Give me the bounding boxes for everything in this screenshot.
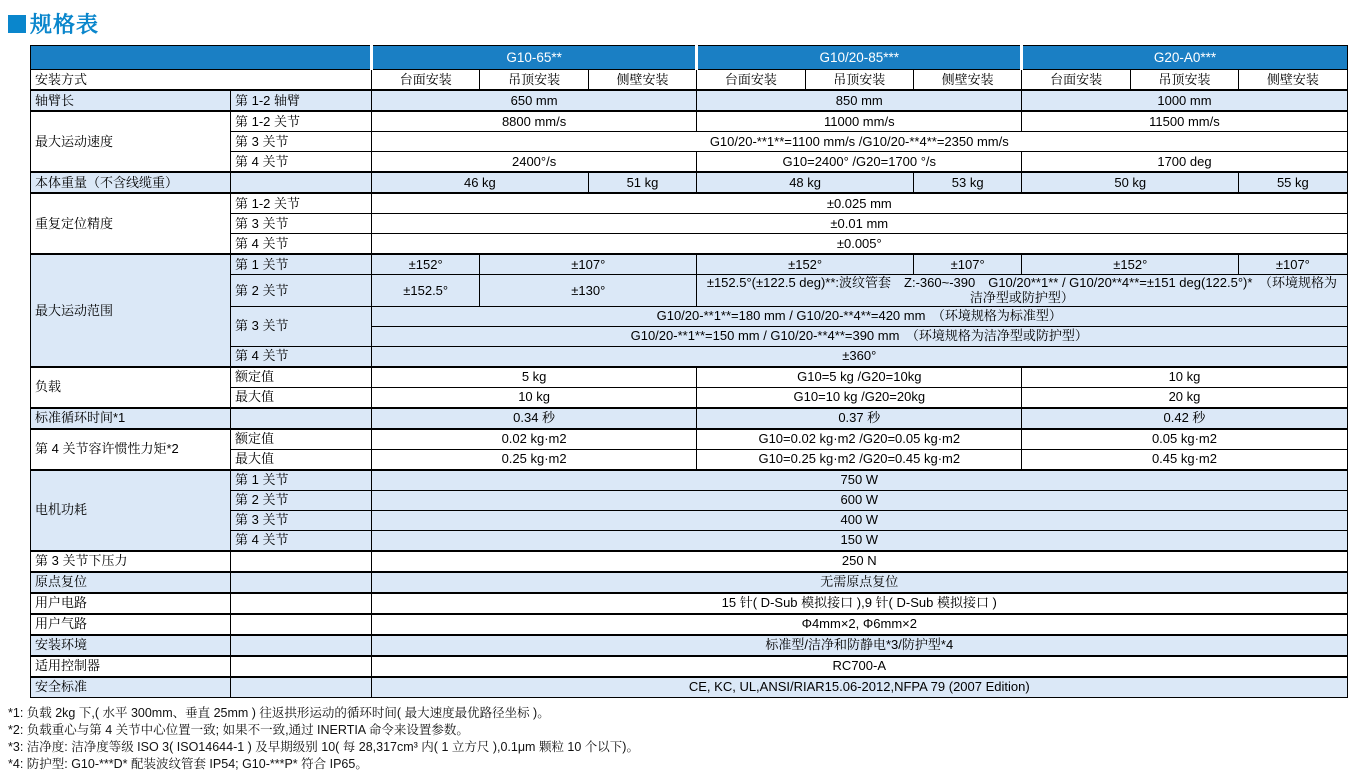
row-label: 轴臂长 — [31, 90, 231, 111]
spec-value: 11000 mm/s — [697, 111, 1022, 132]
spec-value: 55 kg — [1239, 172, 1347, 193]
row-label: 标准循环时间*1 — [31, 408, 231, 429]
spec-value: ±107° — [480, 254, 697, 275]
sub-label — [231, 593, 372, 614]
spec-value: 8800 mm/s — [372, 111, 697, 132]
spec-value: 无需原点复位 — [372, 572, 1348, 593]
row-label: 安装环境 — [31, 635, 231, 656]
sub-label — [231, 635, 372, 656]
model-header: G10-65** — [372, 46, 697, 70]
sub-label: 第 2 关节 — [231, 490, 372, 510]
sub-label: 第 3 关节 — [231, 132, 372, 152]
table-row — [31, 656, 1348, 677]
spec-value: 20 kg — [1022, 387, 1347, 408]
table-row — [31, 111, 1348, 132]
spec-value: 0.45 kg·m2 — [1022, 449, 1347, 470]
spec-table-body — [31, 46, 1348, 698]
table-row — [31, 470, 1348, 491]
spec-value: 51 kg — [588, 172, 696, 193]
sub-label: 额定值 — [231, 367, 372, 388]
table-row — [31, 593, 1348, 614]
spec-value: ±0.025 mm — [372, 193, 1348, 214]
spec-value: ±152° — [697, 254, 914, 275]
spec-value: 150 W — [372, 530, 1348, 551]
spec-value: 10 kg — [1022, 367, 1347, 388]
spec-table — [30, 45, 1348, 698]
sub-label: 第 1-2 轴臂 — [231, 90, 372, 111]
table-row — [31, 46, 1348, 70]
spec-value: 台面安装 — [372, 70, 480, 91]
table-row — [31, 193, 1348, 214]
spec-value: 0.02 kg·m2 — [372, 429, 697, 450]
spec-value: 侧壁安装 — [1239, 70, 1347, 91]
sub-label: 第 1 关节 — [231, 254, 372, 275]
sub-label: 第 4 关节 — [231, 234, 372, 255]
spec-value: 0.37 秒 — [697, 408, 1022, 429]
sub-label — [231, 551, 372, 572]
spec-value: 侧壁安装 — [588, 70, 696, 91]
table-row — [31, 635, 1348, 656]
row-label: 适用控制器 — [31, 656, 231, 677]
footnote-1: *1: 负载 2kg 下,( 水平 300mm、垂直 25mm ) 往返拱形运动的循环时间( 最大速度最优路径坐标 )。 — [8, 705, 550, 720]
footnote-3: *3: 洁净度: 洁净度等级 ISO 3( ISO14644-1 ) 及早期级别 10( 每 28,317cm³ 内( 1 立方尺 ),0.1μm 颗粒 10 个以下)。 — [8, 739, 639, 754]
spec-value: 台面安装 — [1022, 70, 1130, 91]
header-corner — [31, 46, 372, 70]
spec-value: 吊顶安装 — [1130, 70, 1238, 91]
sub-label: 第 1-2 关节 — [231, 111, 372, 132]
row-label: 用户电路 — [31, 593, 231, 614]
spec-value: ±0.005° — [372, 234, 1348, 255]
spec-value: 600 W — [372, 490, 1348, 510]
spec-value: G10=5 kg /G20=10kg — [697, 367, 1022, 388]
sub-label — [231, 408, 372, 429]
spec-value: 0.34 秒 — [372, 408, 697, 429]
sub-label — [231, 614, 372, 635]
spec-value: 48 kg — [697, 172, 914, 193]
table-row — [31, 429, 1348, 450]
page-title — [8, 8, 1352, 39]
table-row — [31, 90, 1348, 111]
spec-value: 5 kg — [372, 367, 697, 388]
spec-value: 750 W — [372, 470, 1348, 491]
sub-label: 第 3 关节 — [231, 510, 372, 530]
row-label: 负载 — [31, 367, 231, 408]
row-label: 最大运动速度 — [31, 111, 231, 172]
table-row — [31, 254, 1348, 275]
row-label: 第 4 关节容许惯性力矩*2 — [31, 429, 231, 470]
spec-value: ±152° — [372, 254, 480, 275]
row-label: 安全标准 — [31, 677, 231, 698]
sub-label: 第 3 关节 — [231, 306, 372, 346]
sub-label: 第 3 关节 — [231, 214, 372, 234]
footnote-2: *2: 负载重心与第 4 关节中心位置一致; 如果不一致,通过 INERTIA 命令来设置参数。 — [8, 722, 469, 737]
row-label: 最大运动范围 — [31, 254, 231, 367]
spec-value: ±107° — [913, 254, 1021, 275]
spec-value: G10/20-**1**=1100 mm/s /G10/20-**4**=2350 mm/s — [372, 132, 1348, 152]
sub-label: 第 4 关节 — [231, 152, 372, 173]
table-row — [31, 70, 1348, 91]
sub-label — [231, 677, 372, 698]
spec-value: G10/20-**1**=180 mm / G10/20-**4**=420 mm （环境规格为标准型） — [372, 306, 1348, 326]
table-row — [31, 172, 1348, 193]
spec-value: 400 W — [372, 510, 1348, 530]
spec-value: 标准型/洁净和防静电*3/防护型*4 — [372, 635, 1348, 656]
table-row — [31, 572, 1348, 593]
model-header: G10/20-85*** — [697, 46, 1022, 70]
spec-value: 1700 deg — [1022, 152, 1347, 173]
spec-value: G10=0.02 kg·m2 /G20=0.05 kg·m2 — [697, 429, 1022, 450]
spec-value: 0.25 kg·m2 — [372, 449, 697, 470]
spec-value: ±0.01 mm — [372, 214, 1348, 234]
sub-label — [231, 656, 372, 677]
sub-label: 最大值 — [231, 387, 372, 408]
spec-value: G10=2400° /G20=1700 °/s — [697, 152, 1022, 173]
spec-value: ±130° — [480, 275, 697, 307]
table-row — [31, 551, 1348, 572]
spec-value: Φ4mm×2, Φ6mm×2 — [372, 614, 1348, 635]
row-label: 原点复位 — [31, 572, 231, 593]
spec-value: ±360° — [372, 346, 1348, 367]
spec-value: G10/20-**1**=150 mm / G10/20-**4**=390 mm （环境规格为洁净型或防护型） — [372, 326, 1348, 346]
spec-value: 11500 mm/s — [1022, 111, 1347, 132]
spec-value: 46 kg — [372, 172, 589, 193]
table-row — [31, 408, 1348, 429]
spec-value: 2400°/s — [372, 152, 697, 173]
spec-value: 53 kg — [913, 172, 1021, 193]
spec-value: 650 mm — [372, 90, 697, 111]
spec-value: G10=0.25 kg·m2 /G20=0.45 kg·m2 — [697, 449, 1022, 470]
row-label: 第 3 关节下压力 — [31, 551, 231, 572]
row-label: 安装方式 — [31, 70, 372, 91]
spec-value: 250 N — [372, 551, 1348, 572]
spec-value: 0.42 秒 — [1022, 408, 1347, 429]
spec-value: 台面安装 — [697, 70, 805, 91]
sub-label: 最大值 — [231, 449, 372, 470]
spec-value: CE, KC, UL,ANSI/RIAR15.06-2012,NFPA 79 (2007 Edition) — [372, 677, 1348, 698]
spec-value: G10=10 kg /G20=20kg — [697, 387, 1022, 408]
sub-label: 第 1 关节 — [231, 470, 372, 491]
table-row — [31, 614, 1348, 635]
sub-label — [231, 172, 372, 193]
table-row — [31, 367, 1348, 388]
sub-label: 额定值 — [231, 429, 372, 450]
spec-value: ±107° — [1239, 254, 1347, 275]
sub-label: 第 4 关节 — [231, 530, 372, 551]
footnotes — [8, 705, 1352, 773]
spec-value: 850 mm — [697, 90, 1022, 111]
footnote-4: *4: 防护型: G10-***D* 配装波纹管套 IP54; G10-***P* 符合 IP65。 — [8, 756, 368, 771]
title-square-icon — [8, 15, 26, 33]
spec-value: ±152.5° — [372, 275, 480, 307]
page-title-text: 规格表 — [30, 12, 100, 37]
spec-value: RC700-A — [372, 656, 1348, 677]
spec-value: 吊顶安装 — [805, 70, 913, 91]
spec-value: 侧壁安装 — [913, 70, 1021, 91]
spec-value: ±152° — [1022, 254, 1239, 275]
table-row — [31, 677, 1348, 698]
row-label: 电机功耗 — [31, 470, 231, 551]
sub-label: 第 4 关节 — [231, 346, 372, 367]
sub-label — [231, 572, 372, 593]
spec-value: 10 kg — [372, 387, 697, 408]
row-label: 重复定位精度 — [31, 193, 231, 254]
sub-label: 第 1-2 关节 — [231, 193, 372, 214]
spec-value: ±152.5°(±122.5 deg)**:波纹管套 Z:-360~-390 G10/20**1** / G10/20**4**=±151 deg(122.5°)* （环境规格为洁净型或防护型） — [697, 275, 1347, 307]
row-label: 用户气路 — [31, 614, 231, 635]
spec-value: 15 针( D-Sub 模拟接口 ),9 针( D-Sub 模拟接口 ) — [372, 593, 1348, 614]
row-label: 本体重量（不含线缆重） — [31, 172, 231, 193]
spec-value: 0.05 kg·m2 — [1022, 429, 1347, 450]
spec-value: 吊顶安装 — [480, 70, 588, 91]
model-header: G20-A0*** — [1022, 46, 1347, 70]
sub-label: 第 2 关节 — [231, 275, 372, 307]
spec-value: 50 kg — [1022, 172, 1239, 193]
spec-value: 1000 mm — [1022, 90, 1347, 111]
